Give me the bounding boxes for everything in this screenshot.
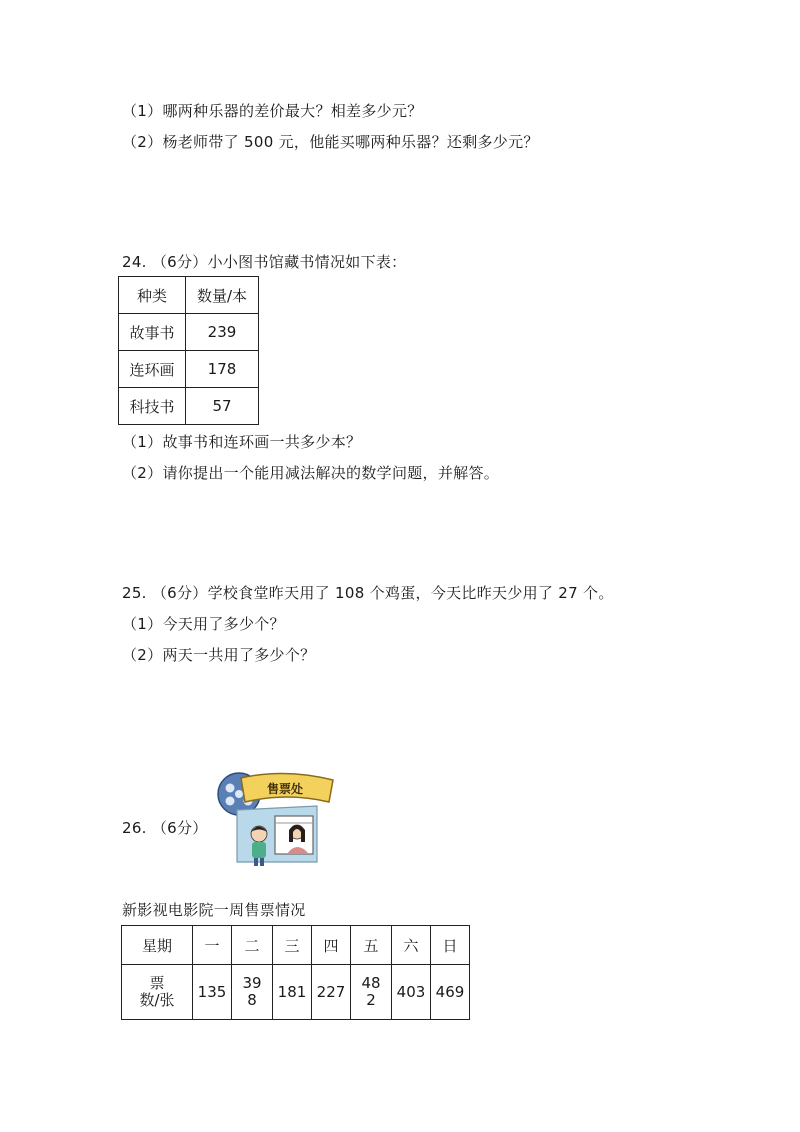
weekday-header: 星期 <box>122 926 193 965</box>
library-count: 239 <box>186 314 259 351</box>
weekday: 五 <box>351 926 392 965</box>
q26-title: 26. （6分） <box>122 819 208 837</box>
q24-title: 24. （6分）小小图书馆藏书情况如下表： <box>122 253 407 271</box>
ticket-count: 181 <box>273 965 312 1020</box>
tickets-header-top: 票 <box>149 974 165 992</box>
library-count: 178 <box>186 351 259 388</box>
q25-title: 25. （6分）学校食堂昨天用了 108 个鸡蛋，今天比昨天少用了 27 个。 <box>122 584 614 602</box>
weekday: 日 <box>431 926 470 965</box>
ticket-count: 469 <box>431 965 470 1020</box>
library-count: 57 <box>186 388 259 425</box>
library-header-count: 数量/本 <box>186 277 259 314</box>
table-row <box>119 351 259 388</box>
weekday: 一 <box>193 926 232 965</box>
weekday: 四 <box>312 926 351 965</box>
ticket-count: 135 <box>193 965 232 1020</box>
ticket-count: 403 <box>392 965 431 1020</box>
q23-sub1: （1）哪两种乐器的差价最大？相差多少元？ <box>122 102 423 120</box>
q23-sub2: （2）杨老师带了 500 元，他能买哪两种乐器？还剩多少元？ <box>122 133 539 151</box>
table-row <box>119 314 259 351</box>
tickets-header-bottom: 数/张 <box>139 991 175 1009</box>
ticket-table <box>121 925 470 1020</box>
weekday: 三 <box>273 926 312 965</box>
q24-sub1: （1）故事书和连环画一共多少本？ <box>122 433 362 451</box>
ticket-office-illustration <box>215 766 337 870</box>
library-kind: 科技书 <box>119 388 186 425</box>
ticket-count: 48 2 <box>351 965 392 1020</box>
library-kind: 连环画 <box>119 351 186 388</box>
sign-label: 售票处 <box>266 782 304 796</box>
table-row <box>119 388 259 425</box>
weekday: 二 <box>232 926 273 965</box>
weekday: 六 <box>392 926 431 965</box>
ticket-count: 39 8 <box>232 965 273 1020</box>
q24-sub2: （2）请你提出一个能用减法解决的数学问题，并解答。 <box>122 464 500 482</box>
q25-sub1: （1）今天用了多少个？ <box>122 615 285 633</box>
library-kind: 故事书 <box>119 314 186 351</box>
q26-caption: 新影视电影院一周售票情况 <box>122 901 306 919</box>
ticket-count: 227 <box>312 965 351 1020</box>
tickets-header <box>122 965 193 1020</box>
library-table <box>118 276 259 425</box>
q25-sub2: （2）两天一共用了多少个？ <box>122 646 316 664</box>
library-header-kind: 种类 <box>119 277 186 314</box>
